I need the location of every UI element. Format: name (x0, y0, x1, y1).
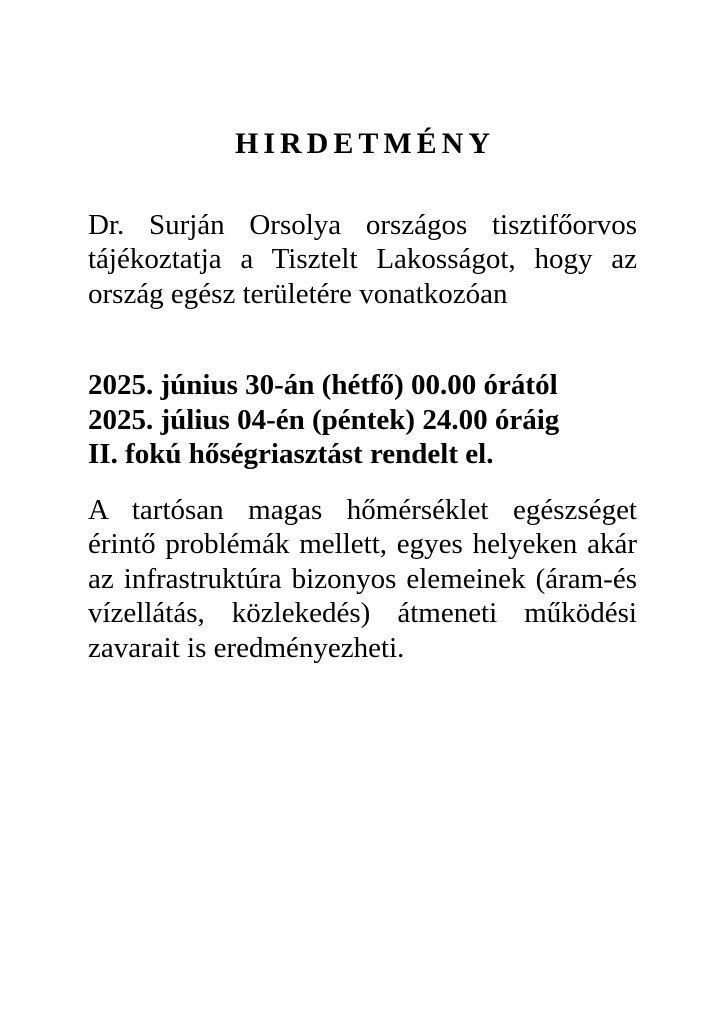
intro-line-2: tájékoztatja a Tisztelt Lakosságot, hogy az (88, 243, 637, 275)
notice-title: HIRDETMÉNY (234, 127, 495, 160)
impact-line-1: A tartósan magas hőmérséklet egészséget (88, 493, 637, 526)
alert-start-date-line: 2025. június 30-án (hétfő) 00.00 órától (88, 369, 558, 401)
impact-line-2: érintő problémák mellett, egyes helyeken akár (88, 528, 637, 560)
impact-line-5: zavarait is eredményezheti. (88, 631, 405, 664)
intro-line-3: ország egész területére vonatkozóan (88, 277, 508, 310)
impact-line-3: az infrastruktúra bizonyos elemeinek (áram-és (88, 562, 637, 595)
heat-alert-block (88, 368, 637, 472)
intro-line-1: Dr. Surján Orsolya országos tisztifőorvos (88, 208, 637, 241)
alert-end-date-line: 2025. július 04-én (péntek) 24.00 óráig (88, 403, 560, 436)
impact-line-4: vízellátás, közlekedés) átmeneti működési (88, 597, 637, 629)
alert-declaration-line: II. fokú hőségriasztást rendelt el. (88, 438, 494, 470)
impact-paragraph (88, 493, 637, 666)
intro-paragraph (88, 208, 637, 312)
